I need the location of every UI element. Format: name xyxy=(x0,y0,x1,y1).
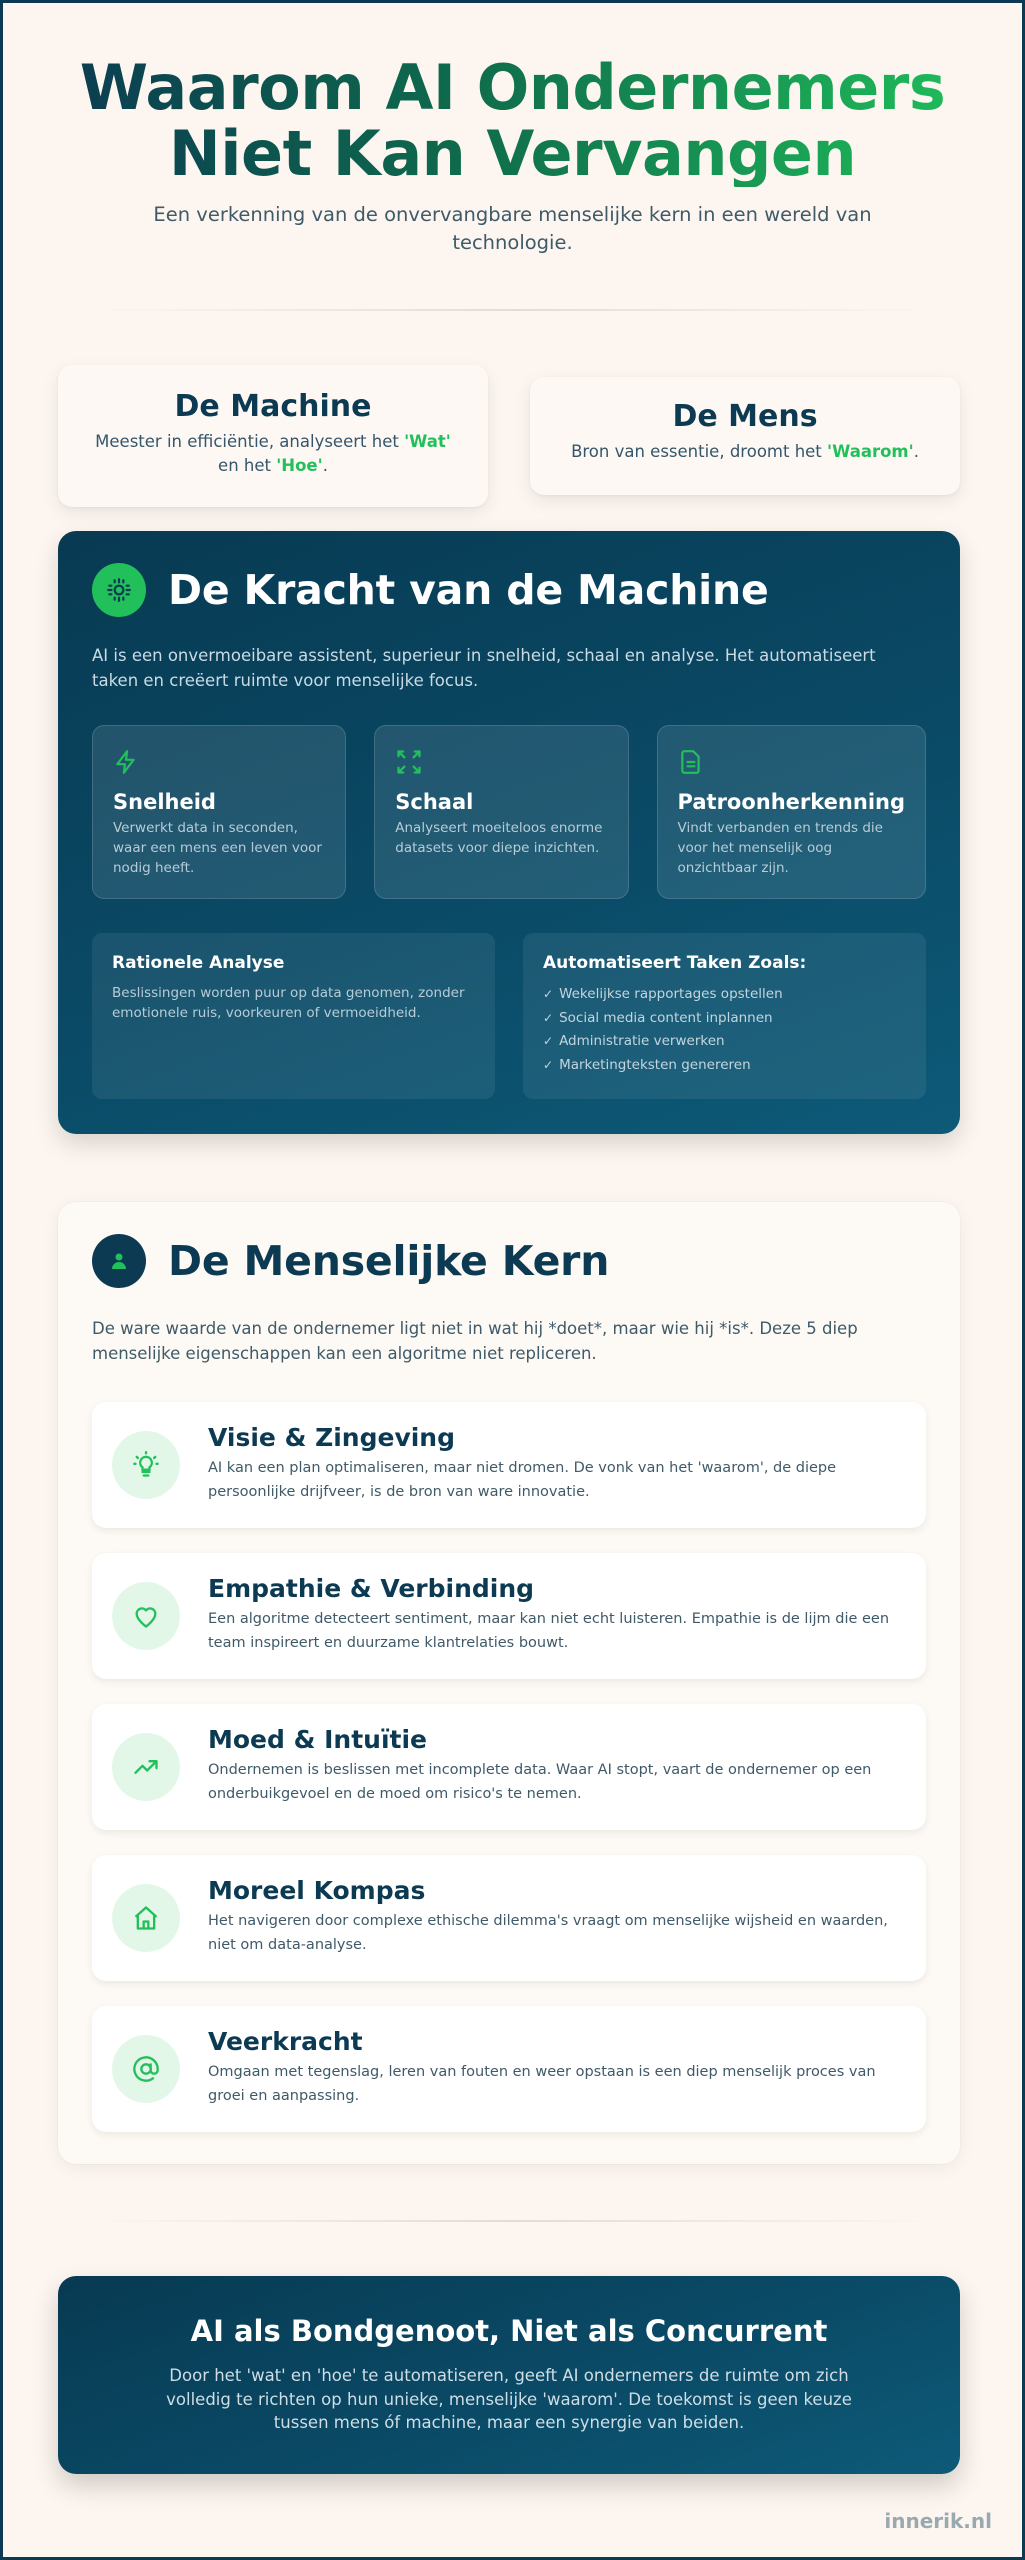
document-icon xyxy=(678,761,704,780)
trait-card-courage xyxy=(92,1704,926,1830)
human-card-title: De Mens xyxy=(672,399,818,434)
trait-title: Empathie & Verbinding xyxy=(208,1573,535,1603)
feature-cards xyxy=(92,725,926,899)
trait-title: Veerkracht xyxy=(208,2026,363,2056)
list-item: ✓ Wekelijkse rapportages opstellen xyxy=(543,986,783,1002)
automated-tasks-box xyxy=(523,933,926,1099)
list-item: ✓ Social media content inplannen xyxy=(543,1009,773,1026)
trait-title: Moreel Kompas xyxy=(208,1875,426,1905)
trait-text: Ondernemen is beslissen met incomplete data. Waar AI stopt, vaart de ondernemer op een onderbuikgevoel en de moed om risico's te nemen. xyxy=(208,1761,872,1802)
machine-power-section xyxy=(58,531,960,1134)
highlight-waarom: 'Waarom' xyxy=(827,442,914,461)
feature-card-patterns xyxy=(657,725,926,899)
machine-section-intro: AI is een onvermoeibare assistent, superieur in snelheid, schaal en analyse. Het automatiseert taken en creëert ruimte voor menselijke focus. xyxy=(92,646,876,690)
human-section-header xyxy=(58,1202,960,1288)
trait-title: Moed & Intuïtie xyxy=(208,1724,428,1754)
feature-text: Verwerkt data in seconden, waar een mens een leven voor nodig heeft. xyxy=(113,820,322,876)
rational-analysis-box xyxy=(92,933,495,1099)
feature-text: Vindt verbanden en trends die voor het menselijk oog onzichtbaar zijn. xyxy=(677,820,883,876)
trait-card-resilience xyxy=(92,2006,926,2132)
trait-text: Een algoritme detecteert sentiment, maar kan niet echt luisteren. Empathie is de lijm die een team inspireert en duurzame klantrelaties bouwt. xyxy=(208,1610,890,1651)
check-icon: ✓ xyxy=(543,987,554,1001)
rational-analysis-text: Beslissingen worden puur op data genomen, zonder emotionele ruis, voorkeuren of vermoeidheid. xyxy=(112,985,465,1021)
conclusion-text: Door het 'wat' en 'hoe' te automatiseren, geeft AI ondernemers de ruimte om zich volledig te richten op hun unieke, menselijke 'waarom'. De toekomst is geen keuze tussen mens óf machine, maar een synergie van beiden. xyxy=(166,2366,852,2432)
trait-text: Het navigeren door complexe ethische dilemma's vraagt om menselijke wijsheid en waarden, niet om data-analyse. xyxy=(208,1912,888,1953)
title-line-2: Niet Kan Vervangen xyxy=(168,117,857,190)
machine-card-title: De Machine xyxy=(174,389,372,424)
trait-card-moral xyxy=(92,1855,926,1981)
feature-title: Snelheid xyxy=(113,790,216,814)
title-line-1: Waarom AI Ondernemers xyxy=(79,51,946,124)
feature-card-speed xyxy=(92,725,346,899)
feature-title: Patroonherkenning xyxy=(677,790,906,814)
comparison-section xyxy=(3,311,1022,531)
user-icon xyxy=(92,1234,146,1288)
highlight-hoe: 'Hoe' xyxy=(276,456,323,475)
feature-title: Schaal xyxy=(395,790,474,814)
check-icon: ✓ xyxy=(543,1034,554,1048)
human-card xyxy=(530,377,960,495)
lightning-icon xyxy=(113,761,139,780)
machine-detail-boxes xyxy=(92,933,926,1099)
automated-tasks-title: Automatiseert Taken Zoals: xyxy=(543,953,807,973)
trending-up-icon xyxy=(112,1733,180,1801)
expand-arrows-icon xyxy=(395,761,423,780)
cpu-chip-icon xyxy=(92,563,146,617)
human-section-title: De Menselijke Kern xyxy=(168,1237,610,1285)
rational-analysis-title: Rationele Analyse xyxy=(112,953,285,973)
check-icon: ✓ xyxy=(543,1057,554,1072)
task-list xyxy=(543,983,906,1077)
machine-card-text: Meester in efficiëntie, analyseert het 'Wat' en het 'Hoe'. xyxy=(95,432,451,475)
conclusion-section xyxy=(58,2276,960,2474)
trait-text: Omgaan met tegenslag, leren van fouten en weer opstaan is een diep menselijk proces van groei en aanpassing. xyxy=(208,2063,876,2104)
page-header xyxy=(3,3,1022,311)
feature-text: Analyseert moeiteloos enorme datasets voor diepe inzichten. xyxy=(395,820,603,856)
lightbulb-icon xyxy=(112,1431,180,1499)
feature-card-scale xyxy=(374,725,628,899)
list-item: ✓ Marketingteksten genereren xyxy=(543,1056,751,1073)
at-sign-icon xyxy=(112,2035,180,2103)
machine-section-title: De Kracht van de Machine xyxy=(168,566,769,614)
heart-icon xyxy=(112,1582,180,1650)
page-subtitle: Een verkenning van de onvervangbare menselijke kern in een wereld van technologie. xyxy=(153,203,872,254)
highlight-wat: 'Wat' xyxy=(404,432,451,451)
human-card-text: Bron van essentie, droomt het 'Waarom'. xyxy=(571,442,919,461)
list-item: ✓ Administratie verwerken xyxy=(543,1033,725,1049)
check-icon: ✓ xyxy=(543,1010,554,1025)
trait-card-vision xyxy=(92,1402,926,1528)
machine-section-header xyxy=(58,531,960,617)
trait-text: AI kan een plan optimaliseren, maar niet dromen. De vonk van het 'waarom', de diepe persoonlijke drijfveer, is de bron van ware innovatie. xyxy=(208,1459,837,1500)
page-title xyxy=(40,51,986,190)
conclusion-title: AI als Bondgenoot, Niet als Concurrent xyxy=(190,2314,828,2348)
home-icon xyxy=(112,1884,180,1952)
divider xyxy=(83,2220,943,2222)
machine-card xyxy=(58,365,488,507)
trait-list xyxy=(92,1402,926,2132)
human-section-intro: De ware waarde van de ondernemer ligt niet in wat hij *doet*, maar wie hij *is*. Deze 5 diep menselijke eigenschappen kan een algoritme niet repliceren. xyxy=(92,1319,858,1363)
human-core-section xyxy=(58,1202,960,2164)
trait-card-empathy xyxy=(92,1553,926,1679)
trait-title: Visie & Zingeving xyxy=(208,1422,455,1452)
brand-watermark: innerik.nl xyxy=(884,2509,992,2533)
